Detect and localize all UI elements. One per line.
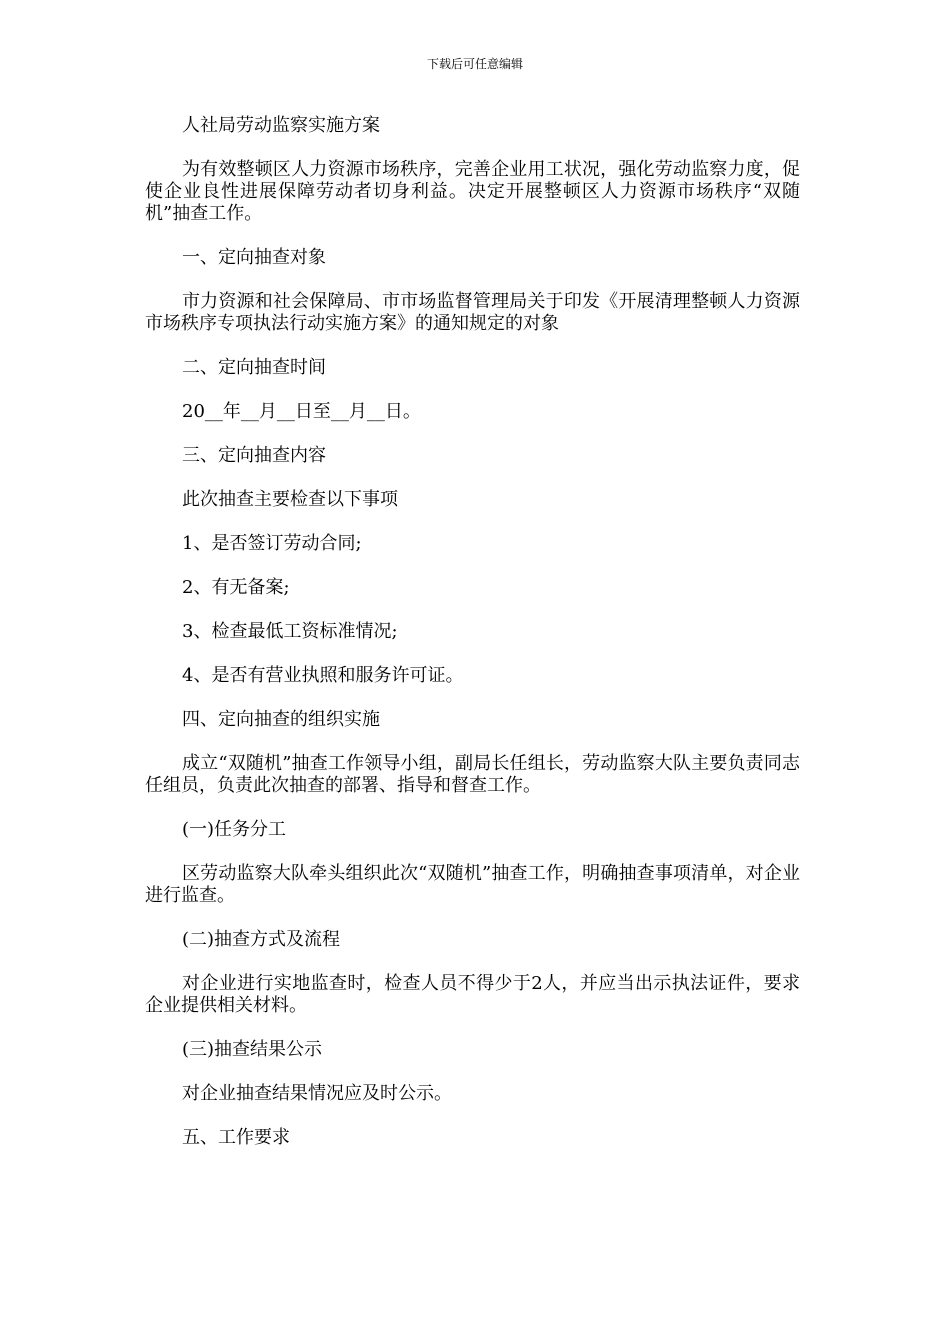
section-heading-2: 二、定向抽查时间 (182, 357, 326, 378)
section-heading-3: 三、定向抽查内容 (182, 445, 326, 466)
section-3-intro: 此次抽查主要检查以下事项 (182, 489, 398, 510)
section-4-paragraph: 成立“双随机”抽查工作领导小组，副局长任组长，劳动监察大队主要负责同志任组员，负责此次抽查的部署、指导和督查工作。 (145, 753, 800, 796)
section-1-paragraph: 市力资源和社会保障局、市市场监督管理局关于印发《开展清理整顿人力资源市场秩序专项执法行动实施方案》的通知规定的对象 (145, 291, 800, 334)
list-item: 2、有无备案; (182, 577, 290, 598)
page-header: 下载后可任意编辑 (426, 57, 523, 71)
date-range-paragraph: 20__年__月__日至__月__日。 (182, 401, 421, 422)
subsection-2-paragraph: 对企业进行实地监查时，检查人员不得少于2人，并应当出示执法证件，要求企业提供相关材料。 (145, 973, 800, 1016)
subsection-1-paragraph: 区劳动监察大队牵头组织此次“双随机”抽查工作，明确抽查事项清单，对企业进行监查。 (145, 863, 800, 906)
intro-paragraph: 为有效整顿区人力资源市场秩序，完善企业用工状况，强化劳动监察力度，促使企业良性进展保障劳动者切身利益。决定开展整顿区人力资源市场秩序“双随机”抽查工作。 (145, 159, 800, 224)
section-heading-4: 四、定向抽查的组织实施 (182, 709, 380, 730)
document-body (145, 115, 800, 1171)
list-item: 3、检查最低工资标准情况; (182, 621, 398, 642)
section-heading-5: 五、工作要求 (182, 1127, 290, 1148)
subsection-3-paragraph: 对企业抽查结果情况应及时公示。 (182, 1083, 452, 1104)
subsection-heading-2: (二)抽查方式及流程 (182, 929, 341, 950)
section-heading-1: 一、定向抽查对象 (182, 247, 326, 268)
list-item: 1、是否签订劳动合同; (182, 533, 362, 554)
subsection-heading-3: (三)抽查结果公示 (182, 1039, 323, 1060)
subsection-heading-1: (一)任务分工 (182, 819, 287, 840)
document-title: 人社局劳动监察实施方案 (182, 115, 380, 136)
list-item: 4、是否有营业执照和服务许可证。 (182, 665, 464, 686)
